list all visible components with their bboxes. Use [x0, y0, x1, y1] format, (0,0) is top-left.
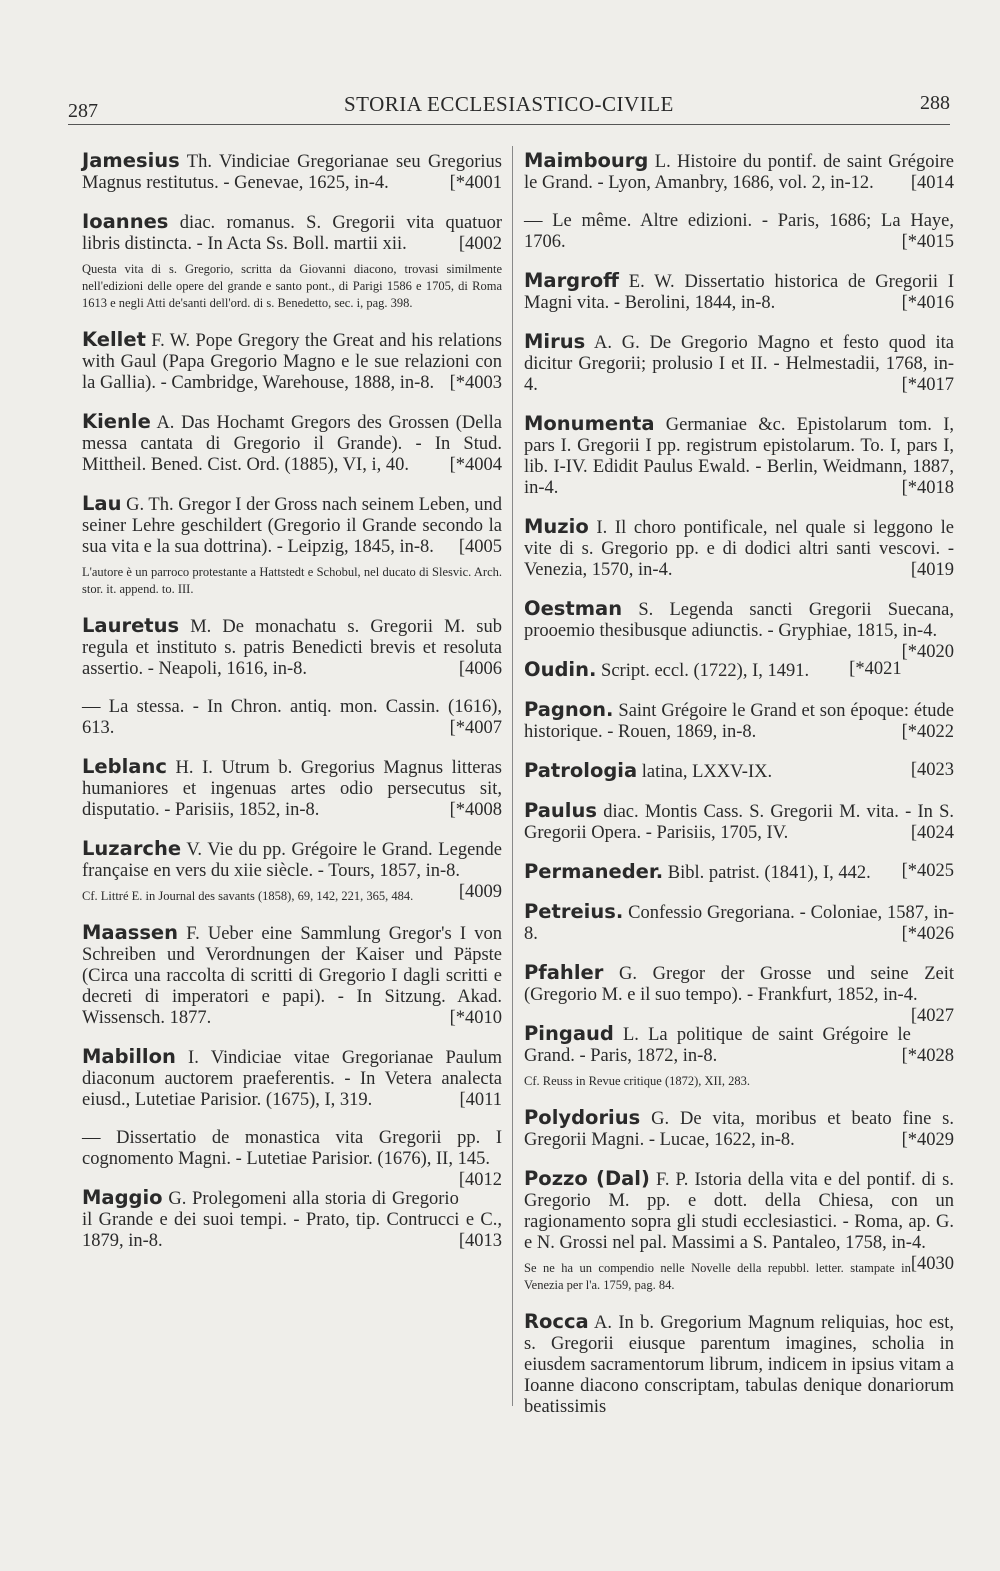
entry-text: M. De monachatu s. Gregorii M. sub regula et instituto s. patris Benedicti brevis et resoluta assertio. - Neapoli, 1616, in-8.: [82, 617, 502, 679]
entry-number: [4006: [458, 659, 502, 679]
bibliography-entry: [524, 961, 954, 1026]
entry-author: Jamesius: [82, 149, 180, 172]
entry-text: Th. Vindiciae Gregorianae seu Gregorius Magnus restitutus. - Genevae, 1625, in-4.: [82, 152, 502, 193]
bibliography-entry: [82, 756, 502, 821]
entry-number: [4002: [458, 234, 502, 254]
bibliography-entry: [82, 697, 502, 739]
entry-number: [*4018: [901, 478, 954, 498]
entry-author: Oestman: [524, 597, 623, 620]
bibliography-entry: [82, 1046, 502, 1111]
entry-text: Saint Grégoire le Grand et son époque: étude historique. - Rouen, 1869, in-8.: [524, 701, 954, 742]
entry-number: [*4026: [901, 924, 954, 944]
entry-number: [*4029: [901, 1130, 954, 1150]
entry-text: diac. romanus. S. Gregorii vita quatuor libris distincta. - In Acta Ss. Boll. martii xii.: [82, 213, 502, 254]
entry-text: diac. Montis Cass. S. Gregorii M. vita. - In S. Gregorii Opera. - Parisiis, 1705, IV.: [524, 802, 954, 843]
entry-number: [*4001: [449, 173, 502, 193]
entry-number: [*4025: [901, 861, 954, 881]
entry-note: Se ne ha un compendio nelle Novelle della repubbl. letter. stampate in Venezia per l'a. 1759, pag. 84.: [524, 1261, 911, 1292]
entry-number: [4014: [910, 173, 954, 193]
bibliography-entry: [82, 838, 502, 905]
entry-author: Margroff: [524, 269, 619, 292]
bibliography-entry: [524, 597, 954, 662]
entry-text: H. I. Utrum b. Gregorius Magnus litteras humaniores et ingenuas artes odio persecutus sit, disputatio. - Parisiis, 1852, in-8.: [82, 758, 502, 820]
entry-author: Ioannes: [82, 210, 169, 233]
entry-text: I. Il choro pontificale, nel quale si leggono le vite di s. Gregorio pp. e di dodici altri santi vescovi. - Venezia, 1570, in-4.: [524, 518, 954, 580]
entry-author: Pingaud: [524, 1022, 614, 1045]
entry-number: [4024: [910, 823, 954, 843]
entry-author: Patrologia: [524, 759, 638, 782]
bibliography-entry: [82, 922, 502, 1029]
entry-number: [4019: [910, 560, 954, 580]
header-rule: [68, 124, 950, 125]
entry-text: A. In b. Gregorium Magnum reliquias, hoc est, s. Gregorii eiusque parentum imagines, scholia in eiusdem sacramentorum librum, indicem in ipsius vitam a Ioanne diacono conscriptam, tabulas denique donariorum beatissimis: [524, 1313, 954, 1417]
entry-text: L. La politique de saint Grégoire le Grand. - Paris, 1872, in-8.: [524, 1025, 911, 1066]
entry-author: Maassen: [82, 921, 179, 944]
entry-number: [*4022: [901, 722, 954, 742]
bibliography-entry: [524, 413, 954, 499]
entry-author: Petreius.: [524, 900, 624, 923]
entry-author: Luzarche: [82, 837, 182, 860]
entry-author: Leblanc: [82, 755, 167, 778]
entry-author: Pfahler: [524, 961, 604, 984]
entry-text: A. G. De Gregorio Magno et festo quod ita dicitur Gregorii; prolusio I et II. - Helmestadii, 1768, in-4.: [524, 333, 954, 395]
entry-text: A. Das Hochamt Gregors des Grossen (Della messa cantata di Gregorio il Grande). - In Stud. Mittheil. Bened. Cist. Ord. (1885), VI, i, 40.: [82, 413, 502, 475]
bibliography-entry: [524, 331, 954, 396]
bibliography-entry: [524, 861, 954, 884]
left-column: [82, 150, 502, 1269]
entry-number: [*4017: [901, 375, 954, 395]
entry-text: — Le même. Altre edizioni. - Paris, 1686; La Haye, 1706.: [524, 211, 954, 252]
entry-author: Lau: [82, 492, 122, 515]
entry-author: Permaneder.: [524, 860, 664, 883]
bibliography-entry: [82, 493, 502, 598]
bibliography-entry: [82, 150, 502, 194]
entry-number: [*4028: [901, 1046, 954, 1066]
bibliography-entry: [524, 699, 954, 743]
entry-number: [*4015: [901, 232, 954, 252]
page-header: [68, 92, 950, 122]
entry-text: G. Gregor der Grosse und seine Zeit (Gregorio M. e il suo tempo). - Frankfurt, 1852, in-4.: [524, 964, 954, 1005]
bibliography-entry: [524, 901, 954, 945]
entry-number: [*4004: [449, 455, 502, 475]
bibliography-entry: [524, 659, 954, 682]
bibliography-entry: [524, 516, 954, 581]
bibliography-entry: [524, 270, 954, 314]
entry-number: [4012: [458, 1170, 502, 1190]
entry-text: G. Th. Gregor I der Gross nach seinem Leben, und seiner Lehre geschildert (Gregorio il Grande secondo la sua vita e la sua dottrina). - Leipzig, 1845, in-8.: [82, 495, 502, 557]
entry-number: [4013: [458, 1231, 502, 1251]
bibliography-entry: [82, 615, 502, 680]
entry-author: Muzio: [524, 515, 589, 538]
entry-author: Paulus: [524, 799, 597, 822]
bibliography-entry: [82, 1187, 502, 1252]
bibliography-entry: [524, 760, 954, 783]
bibliography-entry: [524, 1168, 954, 1294]
entry-author: Kellet: [82, 328, 146, 351]
entry-author: Mabillon: [82, 1045, 176, 1068]
bibliography-entry: [82, 329, 502, 394]
page-number-left: 287: [68, 100, 98, 122]
column-divider: [512, 146, 513, 1406]
entry-author: Pagnon.: [524, 698, 614, 721]
entry-author: Monumenta: [524, 412, 655, 435]
entry-text: F. P. Istoria della vita e del pontif. di s. Gregorio M. pp. e dott. della Chiesa, con un ragionamento sopra gli studi ecclesiastici. - Roma, ap. G. e N. Grossi nel pal. Massimi a S. Pantaleo, 1758, in-4.: [524, 1170, 954, 1253]
bibliography-entry: [82, 411, 502, 476]
entry-text: — La stessa. - In Chron. antiq. mon. Cassin. (1616), 613.: [82, 697, 502, 738]
entry-note: Questa vita di s. Gregorio, scritta da Giovanni diacono, trovasi similmente nell'edizioni delle opere del grande e santo pont., di Parigi 1586 e 1705, di Roma 1613 e negli Atti de'santi dell'ord. di s. Benedetto, sec. i, pag. 398.: [82, 262, 502, 310]
entry-author: Mirus: [524, 330, 586, 353]
entry-text: I. Vindiciae vitae Gregorianae Paulum diaconum auctorem praeferentis. - In Vetera analecta eiusd., Lutetiae Parisior. (1675), I, 319.: [82, 1048, 502, 1110]
bibliography-entry: [82, 1128, 502, 1190]
entry-number: [4027: [910, 1006, 954, 1026]
entry-author: Lauretus: [82, 614, 180, 637]
entry-text: V. Vie du pp. Grégoire le Grand. Legende française en vers du xiie siècle. - Tours, 1857, in-8.: [82, 840, 502, 881]
entry-number: [*4021: [849, 659, 902, 679]
entry-text: — Dissertatio de monastica vita Gregorii pp. I cognomento Magni. - Lutetiae Parisior. (1676), II, 145.: [82, 1128, 502, 1169]
entry-text: G. De vita, moribus et beato fine s. Gregorii Magni. - Lucae, 1622, in-8.: [524, 1109, 954, 1150]
bibliography-entry: [524, 1311, 954, 1418]
entry-number: [*4020: [901, 642, 954, 662]
bibliography-entry: [524, 211, 954, 253]
entry-author: Polydorius: [524, 1106, 641, 1129]
entry-author: Pozzo (Dal): [524, 1167, 650, 1190]
entry-number: [4030: [910, 1254, 954, 1274]
entry-author: Kienle: [82, 410, 151, 433]
entry-text: Germaniae &c. Epistolarum tom. I, pars I. Gregorii I pp. registrum epistolarum. To. I, pars I, lib. I-IV. Edidit Paulus Ewald. - Berlin, Weidmann, 1887, in-4.: [524, 415, 954, 498]
right-column: [524, 150, 954, 1435]
entry-number: [4005: [458, 537, 502, 557]
entry-note: L'autore è un parroco protestante a Hattstedt e Schobul, nel ducato di Slesvic. Arch. stor. it. append. to. III.: [82, 565, 502, 596]
bibliography-entry: [524, 1107, 954, 1151]
entry-author: Oudin.: [524, 658, 597, 681]
entry-number: [4011: [459, 1090, 502, 1110]
entry-author: Maggio: [82, 1186, 163, 1209]
entry-text: F. Ueber eine Sammlung Gregor's I von Schreiben und Verordnungen der Kaiser und Päpste (Circa una raccolta di scritti di Gregorio I dagli scritti e decreti di imperatori e papi). - In Sitzung. Akad. Wissensch. 1877.: [82, 924, 502, 1028]
entry-text: Script. eccl. (1722), I, 1491.: [596, 661, 810, 681]
entry-number: [*4010: [449, 1008, 502, 1028]
entry-text: L. Histoire du pontif. de saint Grégoire le Grand. - Lyon, Amanbry, 1686, vol. 2, in-12.: [524, 152, 954, 193]
entry-text: S. Legenda sancti Gregorii Suecana, prooemio thesibusque adiunctis. - Gryphiae, 1815, in-4.: [524, 600, 954, 641]
running-title: STORIA ECCLESIASTICO-CIVILE: [344, 92, 674, 116]
entry-number: [*4016: [901, 293, 954, 313]
bibliography-entry: [524, 800, 954, 844]
entry-author: Rocca: [524, 1310, 589, 1333]
entry-text: Confessio Gregoriana. - Coloniae, 1587, in-8.: [524, 903, 954, 944]
entry-number: [4023: [910, 760, 954, 780]
entry-note: Cf. Littré E. in Journal des savants (1858), 69, 142, 221, 365, 484.: [82, 889, 414, 903]
bibliography-entry: [524, 1023, 954, 1090]
bibliography-entry: [524, 150, 954, 194]
entry-text: Bibl. patrist. (1841), I, 442.: [663, 863, 871, 883]
entry-number: [*4007: [449, 718, 502, 738]
page-number-right: 288: [920, 92, 950, 114]
entry-number: [4009: [458, 882, 502, 902]
bibliography-entry: [82, 211, 502, 312]
entry-text: G. Prolegomeni alla storia di Gregorio il Grande e dei suoi tempi. - Prato, tip. Contrucci e C., 1879, in-8.: [82, 1189, 502, 1251]
entry-number: [*4008: [449, 800, 502, 820]
entry-number: [*4003: [449, 373, 502, 393]
entry-note: Cf. Reuss in Revue critique (1872), XII, 283.: [524, 1074, 751, 1088]
entry-author: Maimbourg: [524, 149, 649, 172]
entry-text: E. W. Dissertatio historica de Gregorii I Magni vita. - Berolini, 1844, in-8.: [524, 272, 954, 313]
entry-text: latina, LXXV-IX.: [637, 762, 773, 782]
entry-text: F. W. Pope Gregory the Great and his relations with Gaul (Papa Gregorio Magno e le sue relazioni con la Gallia). - Cambridge, Warehouse, 1888, in-8.: [82, 331, 502, 393]
